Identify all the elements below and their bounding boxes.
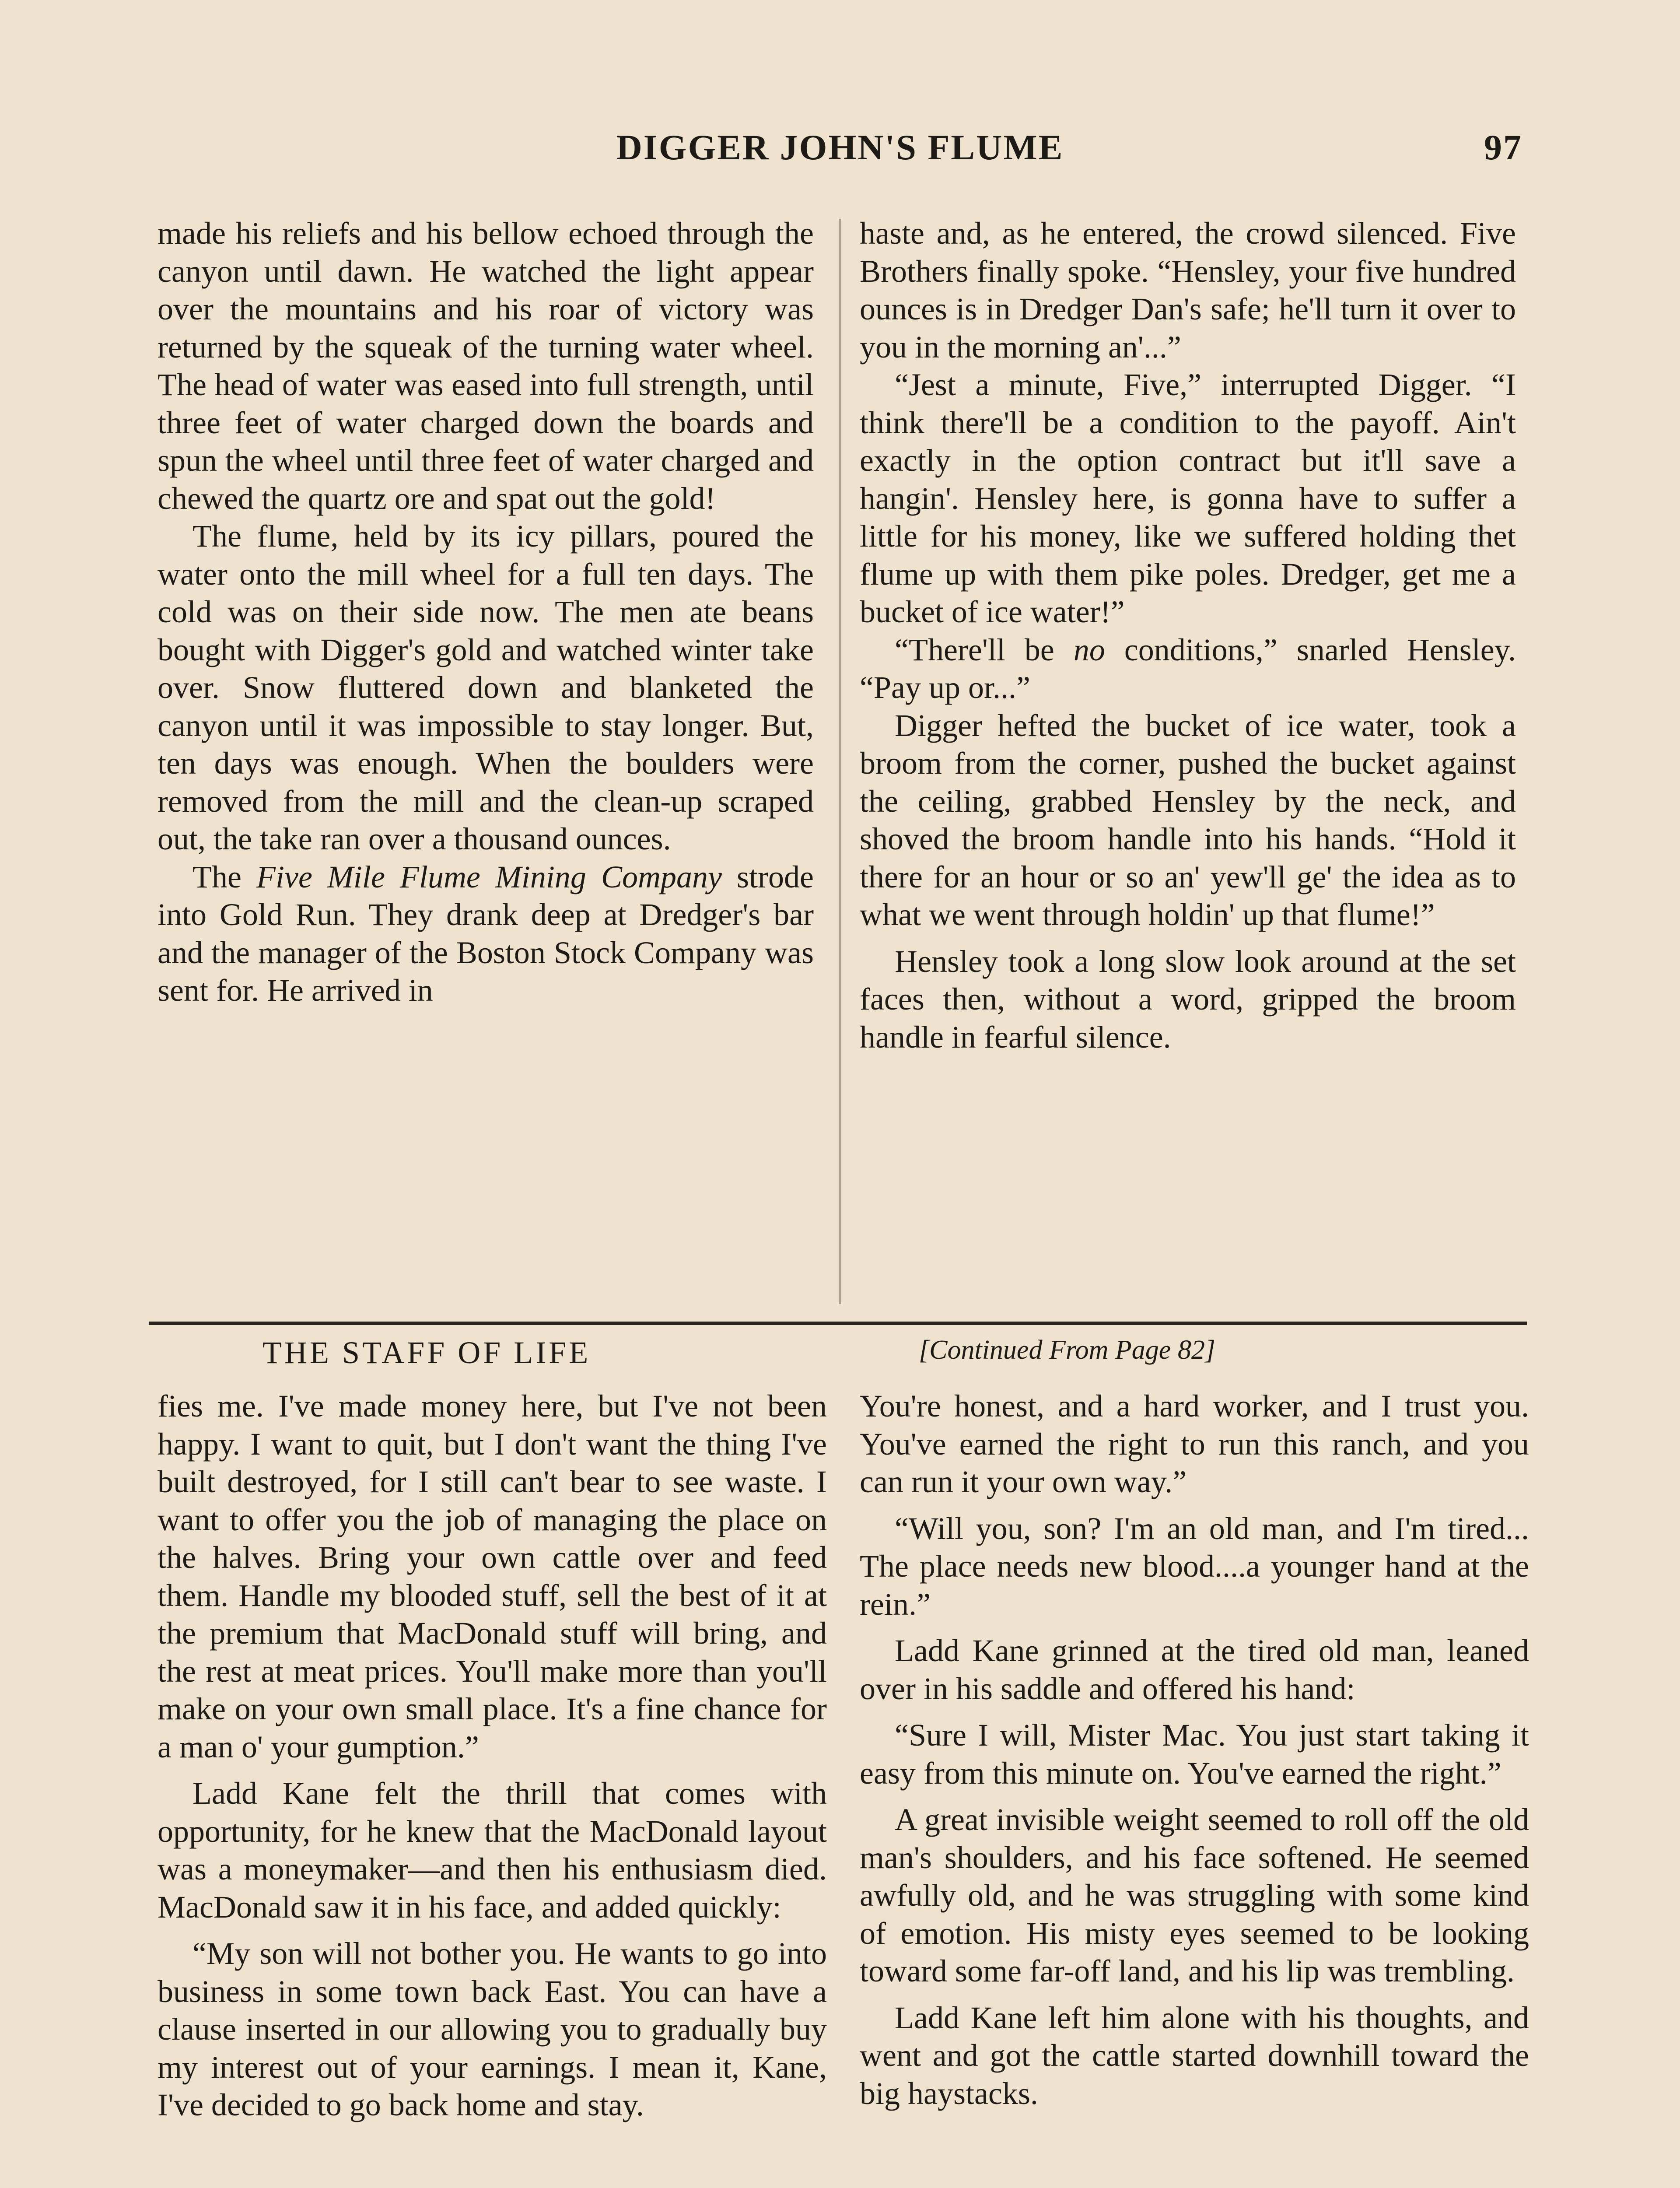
paragraph-text: conditions,” snarled Hensley. “Pay up or...” — [860, 632, 1516, 705]
digger-left-column — [158, 214, 814, 1317]
paragraph: “Will you, son? I'm an old man, and I'm tired... The place needs new blood....a younger hand at the rein.” — [860, 1511, 1529, 1622]
paragraph: “Jest a minute, Five,” interrupted Digger. “I think there'll be a condition to the payoff. Ain't exactly in the option contract but it'll save a hangin'. Hensley here, is gonna have to suffer a little for his money, like we suffered holding thet flume up with them pike poles. Dredger, get me a bucket of ice water!” — [860, 367, 1516, 629]
emphasis: no — [1073, 632, 1105, 667]
paragraph — [158, 858, 814, 1010]
page-number: 97 — [1484, 127, 1522, 167]
continued-note: [Continued From Page 82] — [919, 1335, 1215, 1365]
staff-story-heading: THE STAFF OF LIFE — [262, 1335, 591, 1370]
paragraph: You're honest, and a hard worker, and I trust you. You've earned the right to run this ranch, and you can run it your own way.” — [860, 1389, 1529, 1499]
paragraph-text: The — [192, 859, 256, 894]
paragraph — [860, 631, 1516, 707]
running-header — [158, 127, 1522, 184]
paragraph: A great invisible weight seemed to roll off the old man's shoulders, and his face softened. He seemed awfully old, and he was struggling with some kind of emotion. His misty eyes seemed to be looking toward some far-off land, and his lip was trembling. — [860, 1802, 1529, 1988]
paragraph: The flume, held by its icy pillars, poured the water onto the mill wheel for a full ten days. The cold was on their side now. The men ate beans bought with Digger's gold and watched winter take over. Snow fluttered down and blanketed the canyon until it was impossible to stay longer. But, ten days was enough. When the boulders were removed from the mill and the clean-up scraped out, the take ran over a thousand ounces. — [158, 519, 814, 856]
paragraph: fies me. I've made money here, but I've not been happy. I want to quit, but I don't want the thing I've built destroyed, for I still can't bear to see waste. I want to offer you the job of managing the place on the halves. Bring your own cattle over and feed them. Handle my blooded stuff, sell the best of it at the premium that MacDonald stuff will bring, and the rest at meat prices. You'll make more than you'll make on your own small place. It's a fine chance for a man o' your gumption.” — [158, 1389, 827, 1764]
paragraph: Digger hefted the bucket of ice water, took a broom from the corner, pushed the bucket against the ceiling, grabbed Hensley by the neck, and shoved the broom handle into his hands. “Hold it there for an hour or so an' yew'll ge' the idea as to what we went through holdin' up that flume!” — [860, 708, 1516, 932]
paragraph: “My son will not bother you. He wants to go into business in some town back East. You can have a clause inserted in our allowing you to gradually buy my interest out of your earnings. I mean it, Kane, I've decided to go back home and stay. — [158, 1936, 827, 2122]
section-divider — [149, 1322, 1527, 1325]
paragraph: Ladd Kane felt the thrill that comes with opportunity, for he knew that the MacDonald layout was a moneymaker—and then his enthusiasm died. MacDonald saw it in his face, and added quickly: — [158, 1776, 827, 1925]
staff-right-column — [860, 1387, 1529, 2188]
paragraph-text: strode into Gold Run. They drank deep at Dredger's bar and the manager of the Boston Stock Company was sent for. He arrived in — [158, 859, 814, 1008]
digger-right-column — [860, 214, 1516, 1317]
paragraph: made his reliefs and his bellow echoed through the canyon until dawn. He watched the light appear over the mountains and his roar of victory was returned by the squeak of the turning water wheel. The head of water was eased into full strength, until three feet of water charged down the boards and spun the wheel until three feet of water charged and chewed the quartz ore and spat out the gold! — [158, 216, 814, 516]
paragraph: haste and, as he entered, the crowd silenced. Five Brothers finally spoke. “Hensley, your five hundred ounces is in Dredger Dan's safe; he'll turn it over to you in the morning an'...” — [860, 216, 1516, 365]
paragraph: Hensley took a long slow look around at the set faces then, without a word, gripped the broom handle in fearful silence. — [860, 943, 1516, 1055]
company-name: Five Mile Flume Mining Company — [256, 859, 722, 894]
running-title: DIGGER JOHN'S FLUME — [616, 127, 1064, 167]
staff-left-column — [158, 1387, 827, 2188]
paragraph: Ladd Kane left him alone with his thoughts, and went and got the cattle started downhill toward the big haystacks. — [860, 2000, 1529, 2111]
paragraph: Ladd Kane grinned at the tired old man, leaned over in his saddle and offered his hand: — [860, 1633, 1529, 1706]
paragraph-text: “There'll be — [895, 632, 1074, 667]
paragraph: “Sure I will, Mister Mac. You just start taking it easy from this minute on. You've earned the right.” — [860, 1718, 1529, 1791]
column-divider — [839, 219, 841, 1304]
